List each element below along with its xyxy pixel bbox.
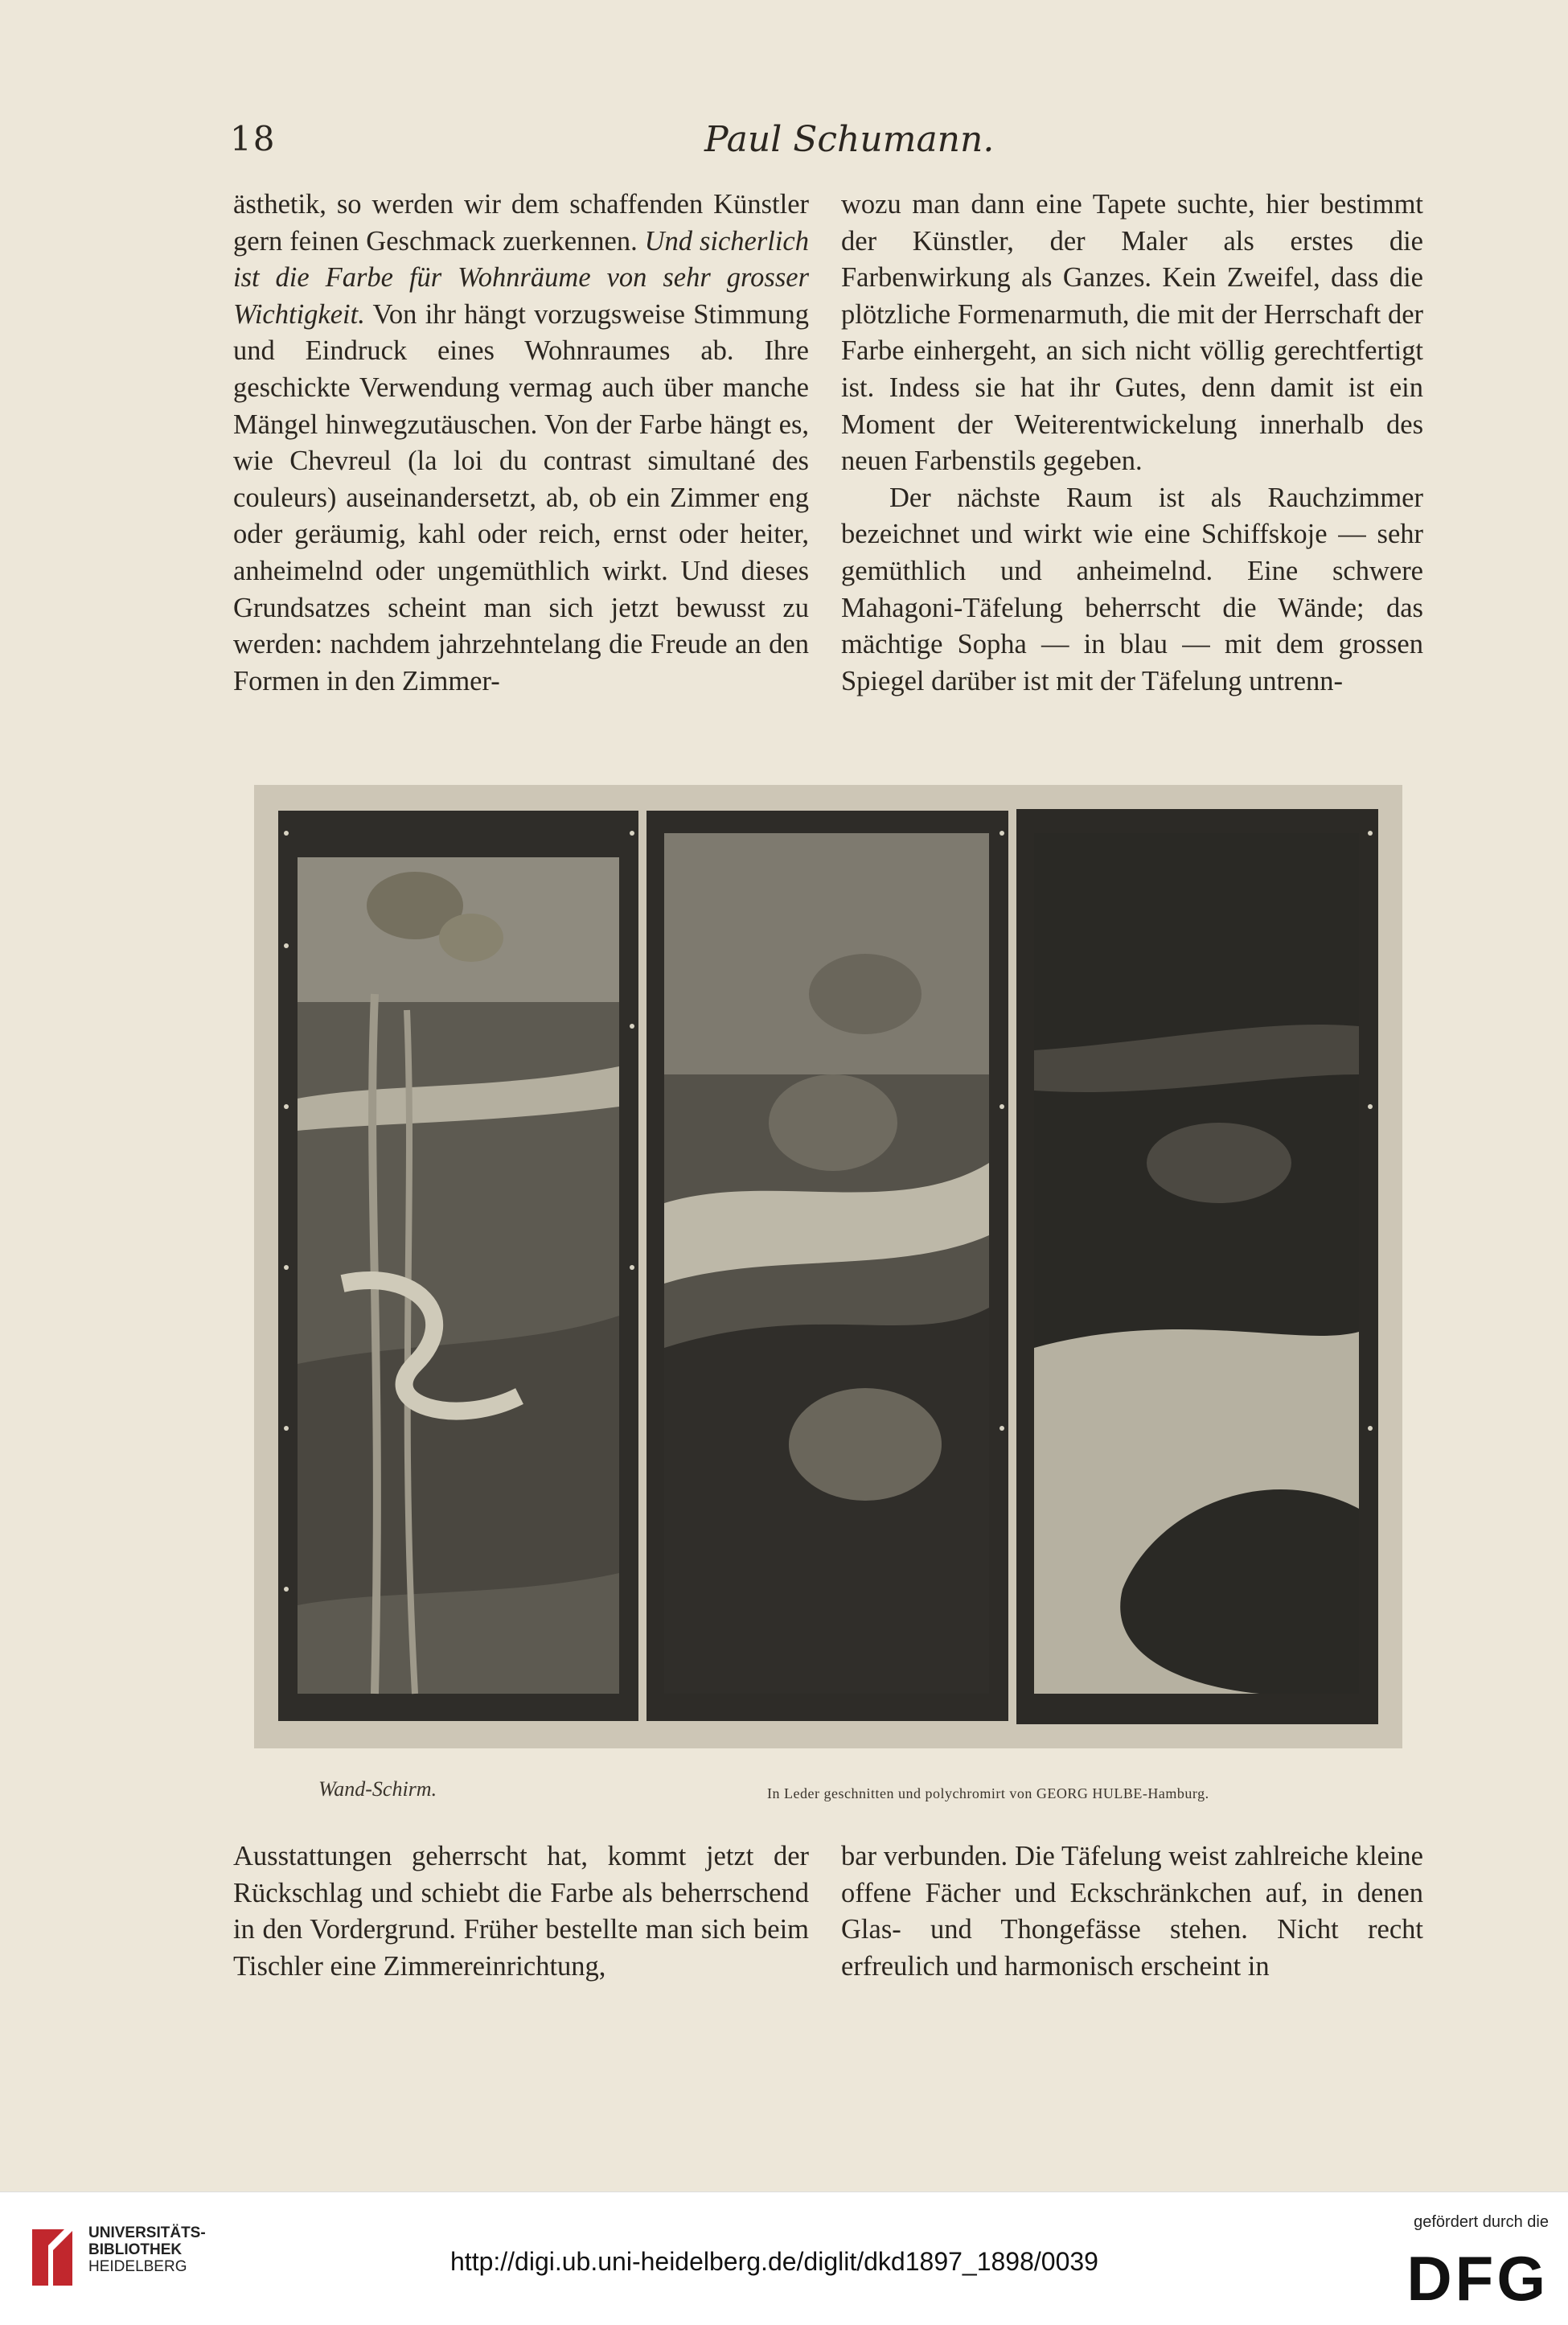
emphasized-text: Und sicherlich ist die Farbe für Wohnräume von sehr grosser Wichtigkeit. <box>233 225 809 330</box>
library-name <box>88 2224 206 2275</box>
figure-caption: Wand-Schirm. <box>318 1777 437 1801</box>
page-number: 18 <box>230 119 277 158</box>
folding-screen-picture <box>254 785 1402 1748</box>
library-name-line: HEIDELBERG <box>88 2258 187 2275</box>
illustration-wand-schirm <box>254 785 1402 1748</box>
paragraph: Der nächste Raum ist als Rauchzimmer bezeichnet und wirkt wie eine Schiffskoje — sehr gemüthlich und anheimelnd. Eine schwere Mahagoni-Täfelung beherrscht die Wände; das mächtige Sopha — in blau — mit dem grossen Spiegel darüber ist mit der Täfelung untrenn- <box>841 482 1423 696</box>
text-run: ästhetik, so werden wir dem schaffenden Künstler gern feinen Geschmack zuerkennen. <box>233 189 809 257</box>
screen-panel-right <box>1016 809 1378 1724</box>
page-header <box>230 119 1399 167</box>
dfg-logo: DFG <box>1406 2243 1549 2314</box>
text-column-top-left <box>233 187 809 700</box>
paragraph: bar verbunden. Die Täfelung weist zahlreiche kleine offene Fächer und Eckschränkchen auf, in denen Glas- und Thongefässe stehen. Nicht recht erfreulich und harmonisch erscheint in <box>841 1841 1423 1982</box>
library-name-line: UNIVERSITÄTS- <box>88 2224 206 2241</box>
paragraph: Ausstattungen geherrscht hat, kommt jetzt der Rückschlag und schiebt die Farbe als beherrschend in den Vordergrund. Früher bestellte man sich beim Tischler eine Zimmereinrichtung, <box>233 1841 809 1982</box>
text-column-top-right <box>841 187 1423 700</box>
screen-panel-middle <box>646 811 1008 1721</box>
paragraph <box>233 187 809 700</box>
running-title: Paul Schumann. <box>704 119 995 160</box>
paragraph: wozu man dann eine Tapete suchte, hier bestimmt der Künstler, der Maler als erstes die Farbenwirkung als Ganzes. Kein Zweifel, dass die plötzliche Formenarmuth, die mit der Herrschaft der Farbe einhergeht, an sich nicht völlig gerechtfertigt ist. Indess sie hat ihr Gutes, denn damit ist ein Moment der Weiterentwickelung innerhalb des neuen Farbenstils gegeben. <box>841 189 1423 477</box>
screen-panel-left <box>278 811 638 1721</box>
permalink-url[interactable]: http://digi.ub.uni-heidelberg.de/diglit/dkd1897_1898/0039 <box>450 2247 1098 2276</box>
figure-credit: In Leder geschnitten und polychromirt von GEORG HULBE-Hamburg. <box>767 1785 1209 1801</box>
text-column-bottom-right <box>841 1838 1423 1985</box>
library-name-line: BIBLIOTHEK <box>88 2241 183 2258</box>
text-column-bottom-left <box>233 1838 809 1985</box>
digitization-footer <box>0 2191 1568 2325</box>
text-run: Von ihr hängt vorzugsweise Stimmung und Eindruck eines Wohnraumes ab. Ihre geschickte Verwendung vermag auch über manche Mängel hinwegzutäuschen. Von der Farbe hängt es, wie Chevreul (la loi du contrast simultané des couleurs) auseinandersetzt, ab, ob ein Zimmer eng oder geräumig, kahl oder reich, ernst oder heiter, anheimelnd oder ungemüthlich wirkt. Und dieses Grundsatzes scheint man sich jetzt bewusst zu werden: nachdem jahrzehntelang die Freude an den Formen in den Zimmer- <box>233 298 809 696</box>
funding-note: gefördert durch die <box>1414 2213 1549 2231</box>
university-library-logo-icon <box>24 2221 80 2294</box>
